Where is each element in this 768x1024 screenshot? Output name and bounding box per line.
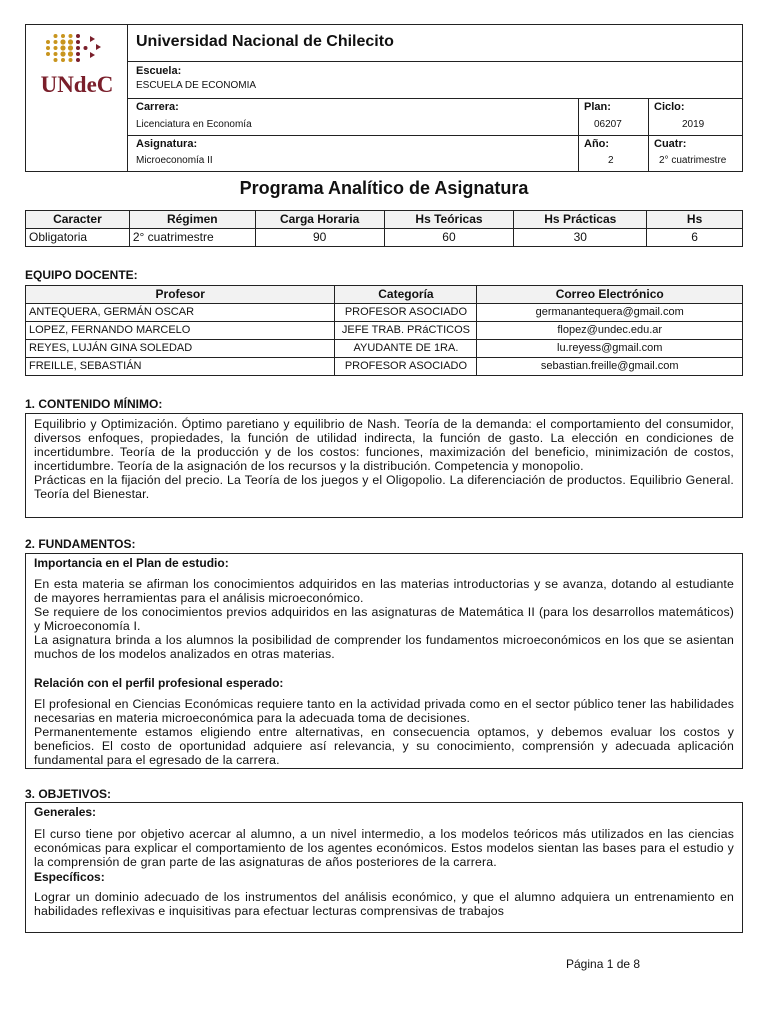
profesor-cell: FREILLE, SEBASTIÁN: [26, 358, 335, 376]
objetivos-subheading: Específicos:: [34, 870, 105, 884]
categoria-cell: JEFE TRAB. PRáCTICOS: [335, 322, 477, 340]
logo-dot: [60, 45, 65, 50]
asignatura-value: Microeconomía II: [136, 155, 213, 166]
contenido-box: [25, 413, 743, 518]
logo-arrow: [90, 52, 95, 58]
logo-dot: [54, 52, 58, 56]
logo-dot: [61, 34, 65, 38]
table-row: [26, 340, 743, 358]
ciclo-value: 2019: [682, 119, 705, 130]
summary-table: [25, 210, 743, 247]
logo-dot: [54, 40, 58, 44]
carrera-label: Carrera:: [136, 101, 179, 113]
objetivos-paragraph: Lograr un dominio adecuado de los instrumentos del análisis económico, y que el alumno adquiera un entrenamiento en habilidades reflexivas e inquisitivas para efectuar lecturas comprensivas de trabajos: [34, 890, 734, 918]
logo-dot: [76, 40, 80, 44]
logo-dot: [46, 40, 50, 44]
equipo-header-row: [26, 286, 743, 304]
fundamentos-paragraph: El profesional en Ciencias Económicas requiere tanto en la actividad privada como en el sector público tener las habilidades necesarias en materia microeconómica para la adecuada toma de decisiones.: [34, 697, 734, 725]
summary-header-cell: Carga Horaria: [255, 211, 384, 229]
objetivos-title: 3. OBJETIVOS:: [25, 787, 112, 801]
logo-dot: [76, 58, 80, 62]
table-row: [26, 358, 743, 376]
fundamentos-subheading: Importancia en el Plan de estudio:: [34, 556, 229, 570]
ciclo-label: Ciclo:: [654, 101, 685, 113]
header-block: [25, 24, 743, 172]
summary-cell: 90: [255, 229, 384, 247]
fundamentos-subheading: Relación con el perfil profesional esperado:: [34, 676, 284, 690]
objetivos-subheading: Generales:: [34, 805, 97, 819]
logo-dot: [76, 46, 80, 50]
profesor-cell: LOPEZ, FERNANDO MARCELO: [26, 322, 335, 340]
summary-value-row: [26, 229, 743, 247]
logo-dot: [61, 58, 65, 62]
table-row: [26, 322, 743, 340]
escuela-label: Escuela:: [136, 65, 182, 77]
fundamentos-paragraph: Se requiere de los conocimientos previos adquiridos en las asignaturas de Matemática II (para los desarrollos matemáticos) y Microeconomía I.: [34, 605, 734, 633]
fundamentos-paragraph: La asignatura brinda a los alumnos la posibilidad de comprender los fundamentos microeconómicos en los que se asientan muchos de los modelos analizados en otras materias.: [34, 633, 734, 661]
fundamentos-title: 2. FUNDAMENTOS:: [25, 537, 136, 551]
summary-cell: 6: [647, 229, 743, 247]
fundamentos-paragraph: Permanentemente estamos eligiendo entre alternativas, en consecuencia optamos, y debemos evaluar los costos y beneficios. El costo de oportunidad adquiere así relevancia, y su conocimiento, comprensión y adecuada aplicación fundamental para el egresado de la carrera.: [34, 725, 734, 767]
logo-dot: [68, 51, 73, 56]
summary-header-cell: Régimen: [129, 211, 255, 229]
logo-dot: [68, 45, 73, 50]
contenido-paragraph: Prácticas en la fijación del precio. La Teoría de los juegos y el Oligopolio. La diferenciación de productos. Equilibrio General. Teoría del Bienestar.: [34, 473, 734, 501]
page-title: Programa Analítico de Asignatura: [239, 178, 529, 198]
anio-label: Año:: [584, 138, 610, 150]
logo-dot: [68, 39, 73, 44]
logo-arrow: [90, 36, 95, 42]
cuatr-label: Cuatr:: [654, 138, 687, 150]
email-link[interactable]: sebastian.freille@gmail.com: [477, 358, 743, 376]
logo-dot: [76, 52, 80, 56]
table-row: [26, 304, 743, 322]
summary-header-cell: Hs Teóricas: [384, 211, 514, 229]
equipo-table: [25, 285, 743, 376]
cuatr-value: 2° cuatrimestre: [659, 155, 727, 166]
summary-cell: Obligatoria: [26, 229, 130, 247]
logo-dot: [69, 58, 73, 62]
plan-label: Plan:: [584, 101, 611, 113]
summary-cell: 2° cuatrimestre: [129, 229, 255, 247]
equipo-header-cell: Profesor: [26, 286, 335, 304]
logo-dot: [84, 46, 88, 50]
escuela-value: ESCUELA DE ECONOMIA: [136, 80, 257, 91]
profesor-cell: ANTEQUERA, GERMÁN OSCAR: [26, 304, 335, 322]
logo-dot: [54, 46, 58, 50]
logo-dot: [54, 58, 58, 62]
objetivos-box: [25, 802, 743, 933]
logo-dot: [54, 34, 58, 38]
email-link[interactable]: lu.reyess@gmail.com: [477, 340, 743, 358]
page-number: Página 1 de 8: [566, 957, 641, 971]
logo-dot: [60, 51, 65, 56]
logo-dot: [76, 34, 80, 38]
summary-header-cell: Caracter: [26, 211, 130, 229]
plan-value: 06207: [594, 119, 622, 130]
logo-dot: [46, 52, 50, 56]
email-link[interactable]: germanantequera@gmail.com: [477, 304, 743, 322]
fundamentos-box: [25, 553, 743, 769]
logo-dot: [69, 34, 73, 38]
summary-header-cell: Hs Prácticas: [514, 211, 647, 229]
categoria-cell: AYUDANTE DE 1RA.: [335, 340, 477, 358]
objetivos-paragraph: El curso tiene por objetivo acercar al alumno, a un nivel intermedio, a los modelos teóricos más utilizados en las ciencias económicas para explicar el comportamiento de los agentes económicos. Estos modelos sientan las bases para el estudio y la comprensión de gran parte de las asignaturas de años posteriores de la carrera.: [34, 827, 734, 869]
equipo-header-cell: Categoría: [335, 286, 477, 304]
profesor-cell: REYES, LUJÁN GINA SOLEDAD: [26, 340, 335, 358]
logo-arrow: [96, 44, 101, 50]
email-link[interactable]: flopez@undec.edu.ar: [477, 322, 743, 340]
logo-dot: [60, 39, 65, 44]
summary-cell: 60: [384, 229, 514, 247]
categoria-cell: PROFESOR ASOCIADO: [335, 304, 477, 322]
equipo-header-cell: Correo Electrónico: [477, 286, 743, 304]
categoria-cell: PROFESOR ASOCIADO: [335, 358, 477, 376]
fundamentos-paragraph: En esta materia se afirman los conocimientos adquiridos en las materias introductorias y se avanza, dotando al estudiante de mayores herramientas para el análisis microeconómico.: [34, 577, 734, 605]
summary-cell: 30: [514, 229, 647, 247]
contenido-paragraph: Equilibrio y Optimización. Óptimo paretiano y equilibrio de Nash. Teoría de la demanda: el comportamiento del consumidor, diversos enfoques, propiedades, la función de utilidad indirecta, la función de gasto. La elección en condiciones de incertidumbre. Teoría de la producción y de los costos: funciones, maximización del beneficio, minimización de costos, incertidumbre. Teoría de la asignación de los recursos y la distribución. Competencia y monopolio.: [34, 417, 734, 473]
university-name: Universidad Nacional de Chilecito: [136, 33, 394, 50]
equipo-title: EQUIPO DOCENTE:: [25, 268, 138, 282]
logo-dot: [46, 46, 50, 50]
anio-value: 2: [608, 155, 614, 166]
carrera-value: Licenciatura en Economía: [136, 119, 252, 130]
summary-header-cell: Hs: [647, 211, 743, 229]
summary-header-row: [26, 211, 743, 229]
undec-logo-icon: [26, 25, 128, 171]
university-logo: [26, 25, 128, 171]
contenido-title: 1. CONTENIDO MÍNIMO:: [25, 397, 163, 411]
logo-text: UNdeC: [40, 72, 114, 97]
asignatura-label: Asignatura:: [136, 138, 198, 150]
